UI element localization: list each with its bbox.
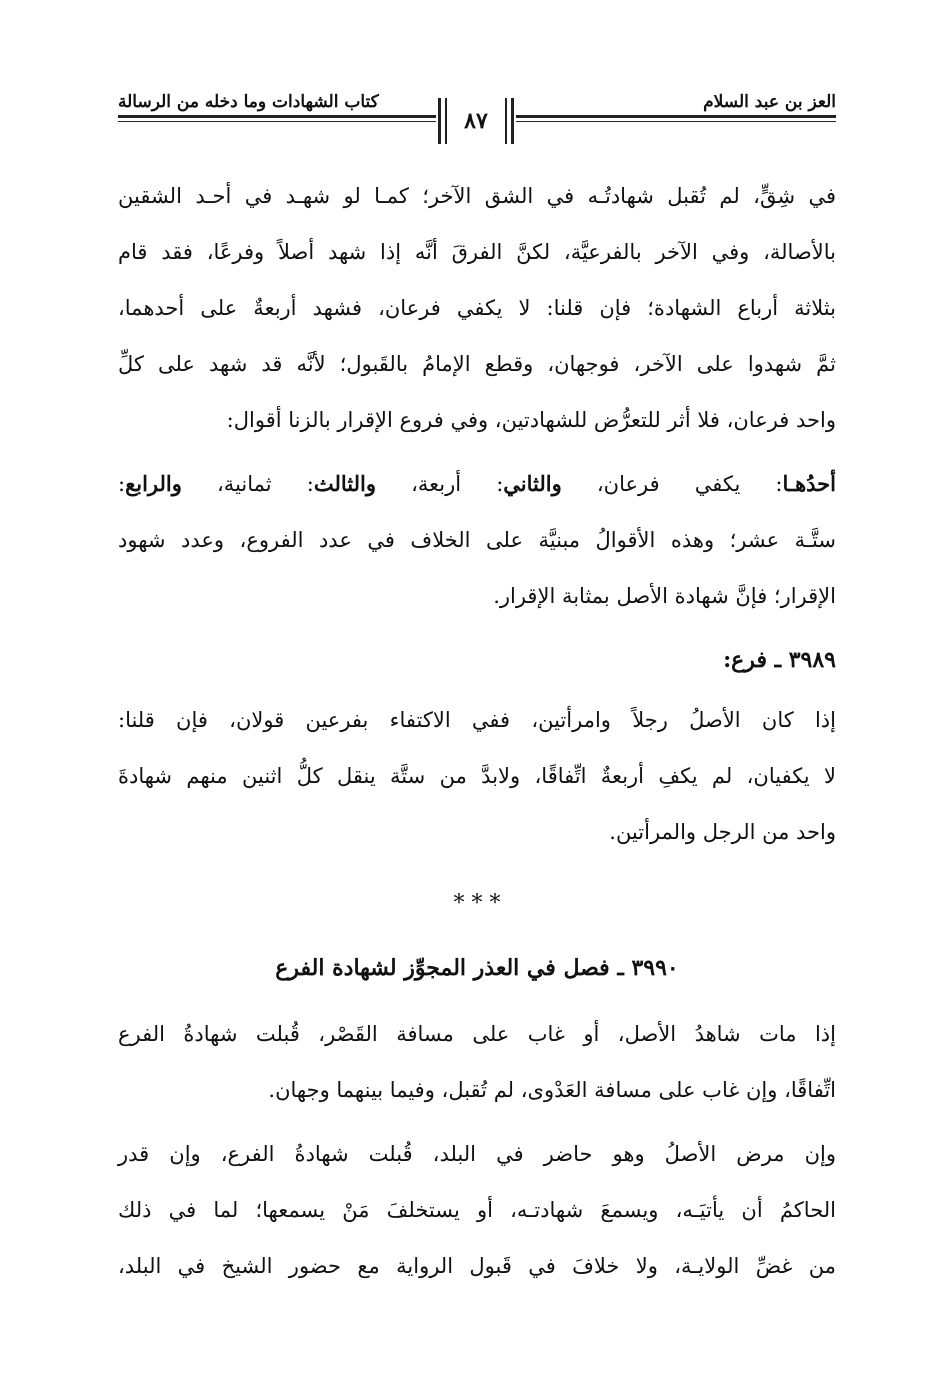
text-line: ستَّـة عشر؛ وهذه الأقوالُ مبنيَّة على الخلاف في عدد الفروع، وعدد شهود [118,528,836,552]
paragraph-1 [118,168,836,448]
page-header [118,92,836,152]
text-line-opinions [118,456,836,512]
text-line: وإن مرض الأصلُ وهو حاضر في البلد، قُبلت شهادةُ الفرع، وإن قدر [118,1142,836,1166]
header-author: العز بن عبد السلام [703,92,836,112]
separator-stars: * * * [453,891,501,916]
paragraph-2 [118,456,836,624]
opinion-text-1: : يكفي فرعان، [561,472,783,496]
page-number: ٨٧ [464,108,488,134]
text-line: واحد فرعان، فلا أثر للتعرُّض للشهادتين، وفي فروع الإقرار بالزنا أقوال: [226,408,836,432]
section-heading-3989: ٣٩٨٩ ـ فرع: [723,647,836,673]
text-line: إذا كان الأصلُ رجلاً وامرأتين، ففي الاكتفاء بفرعين قولان، فإن قلنا: [118,708,836,732]
opinion-label-4: والرابع [125,471,182,496]
paragraph-4 [118,1006,836,1118]
header-rule-right-thin [516,121,836,122]
header-rule-left-thin [118,121,436,122]
opinion-label-1: أحدُهـا [782,471,836,496]
text-line: في شِقٍّ، لم تُقبل شهادتُـه في الشق الآخر؛ كمـا لو شهـد في أحـد الشقين [118,184,836,208]
header-book-title: كتاب الشهادات وما دخله من الرسالة [118,92,379,112]
opinion-label-2: والثاني [503,471,562,496]
text-line: بثلاثة أرباع الشهادة؛ فإن قلنا: لا يكفي فرعان، فشهد أربعةٌ على أحدهما، [118,296,836,320]
text-line: لا يكفيان، لم يكفِ أربعةٌ اتِّفاقًا، ولابدَّ من ستَّة ينقل كلُّ اثنين منهم شهادةَ [118,764,836,788]
opinion-text-3: : ثمانية، [181,472,314,496]
text-line: الإقرار؛ فإنَّ شهادة الأصل بمثابة الإقرار. [493,584,836,608]
text-line: إذا مات شاهدُ الأصل، أو غاب على مسافة القَصْر، قُبلت شهادةُ الفرع [118,1022,836,1046]
text-line: من غضِّ الولايـة، ولا خلافَ في قَبول الرواية مع حضور الشيخ في البلد، [118,1254,836,1278]
header-rule-left [118,115,436,118]
text-line: ثمَّ شهدوا على الآخر، فوجهان، وقطع الإمامُ بالقَبول؛ لأنَّه قد شهد على كلِّ [118,352,836,376]
page-number-frame [438,98,514,144]
paragraph-3 [118,692,836,860]
text-line: الحاكمُ أن يأتيَـه، ويسمعَ شهادتـه، أو يستخلفَ مَنْ يسمعها؛ لما في ذلك [118,1198,836,1222]
section-heading-3990: ٣٩٩٠ ـ فصل في العذر المجوِّز لشهادة الفرع [275,955,679,981]
page-body [118,168,836,1302]
opinion-label-3: والثالث [313,471,376,496]
text-line: اتِّفاقًا، وإن غاب على مسافة العَدْوى، لم تُقبل، وفيما بينهما وجهان. [268,1078,836,1102]
text-line: بالأصالة، وفي الآخر بالفرعيَّة، لكنَّ الفرقَ أنَّه إذا شهد أصلاً وفرعًا، فقد قام [118,240,836,264]
opinion-text-2: : أربعة، [375,472,504,496]
opinion-text-4: : [118,472,126,496]
text-line: واحد من الرجل والمرأتين. [609,820,836,844]
header-rule-right [516,115,836,118]
paragraph-5 [118,1126,836,1294]
